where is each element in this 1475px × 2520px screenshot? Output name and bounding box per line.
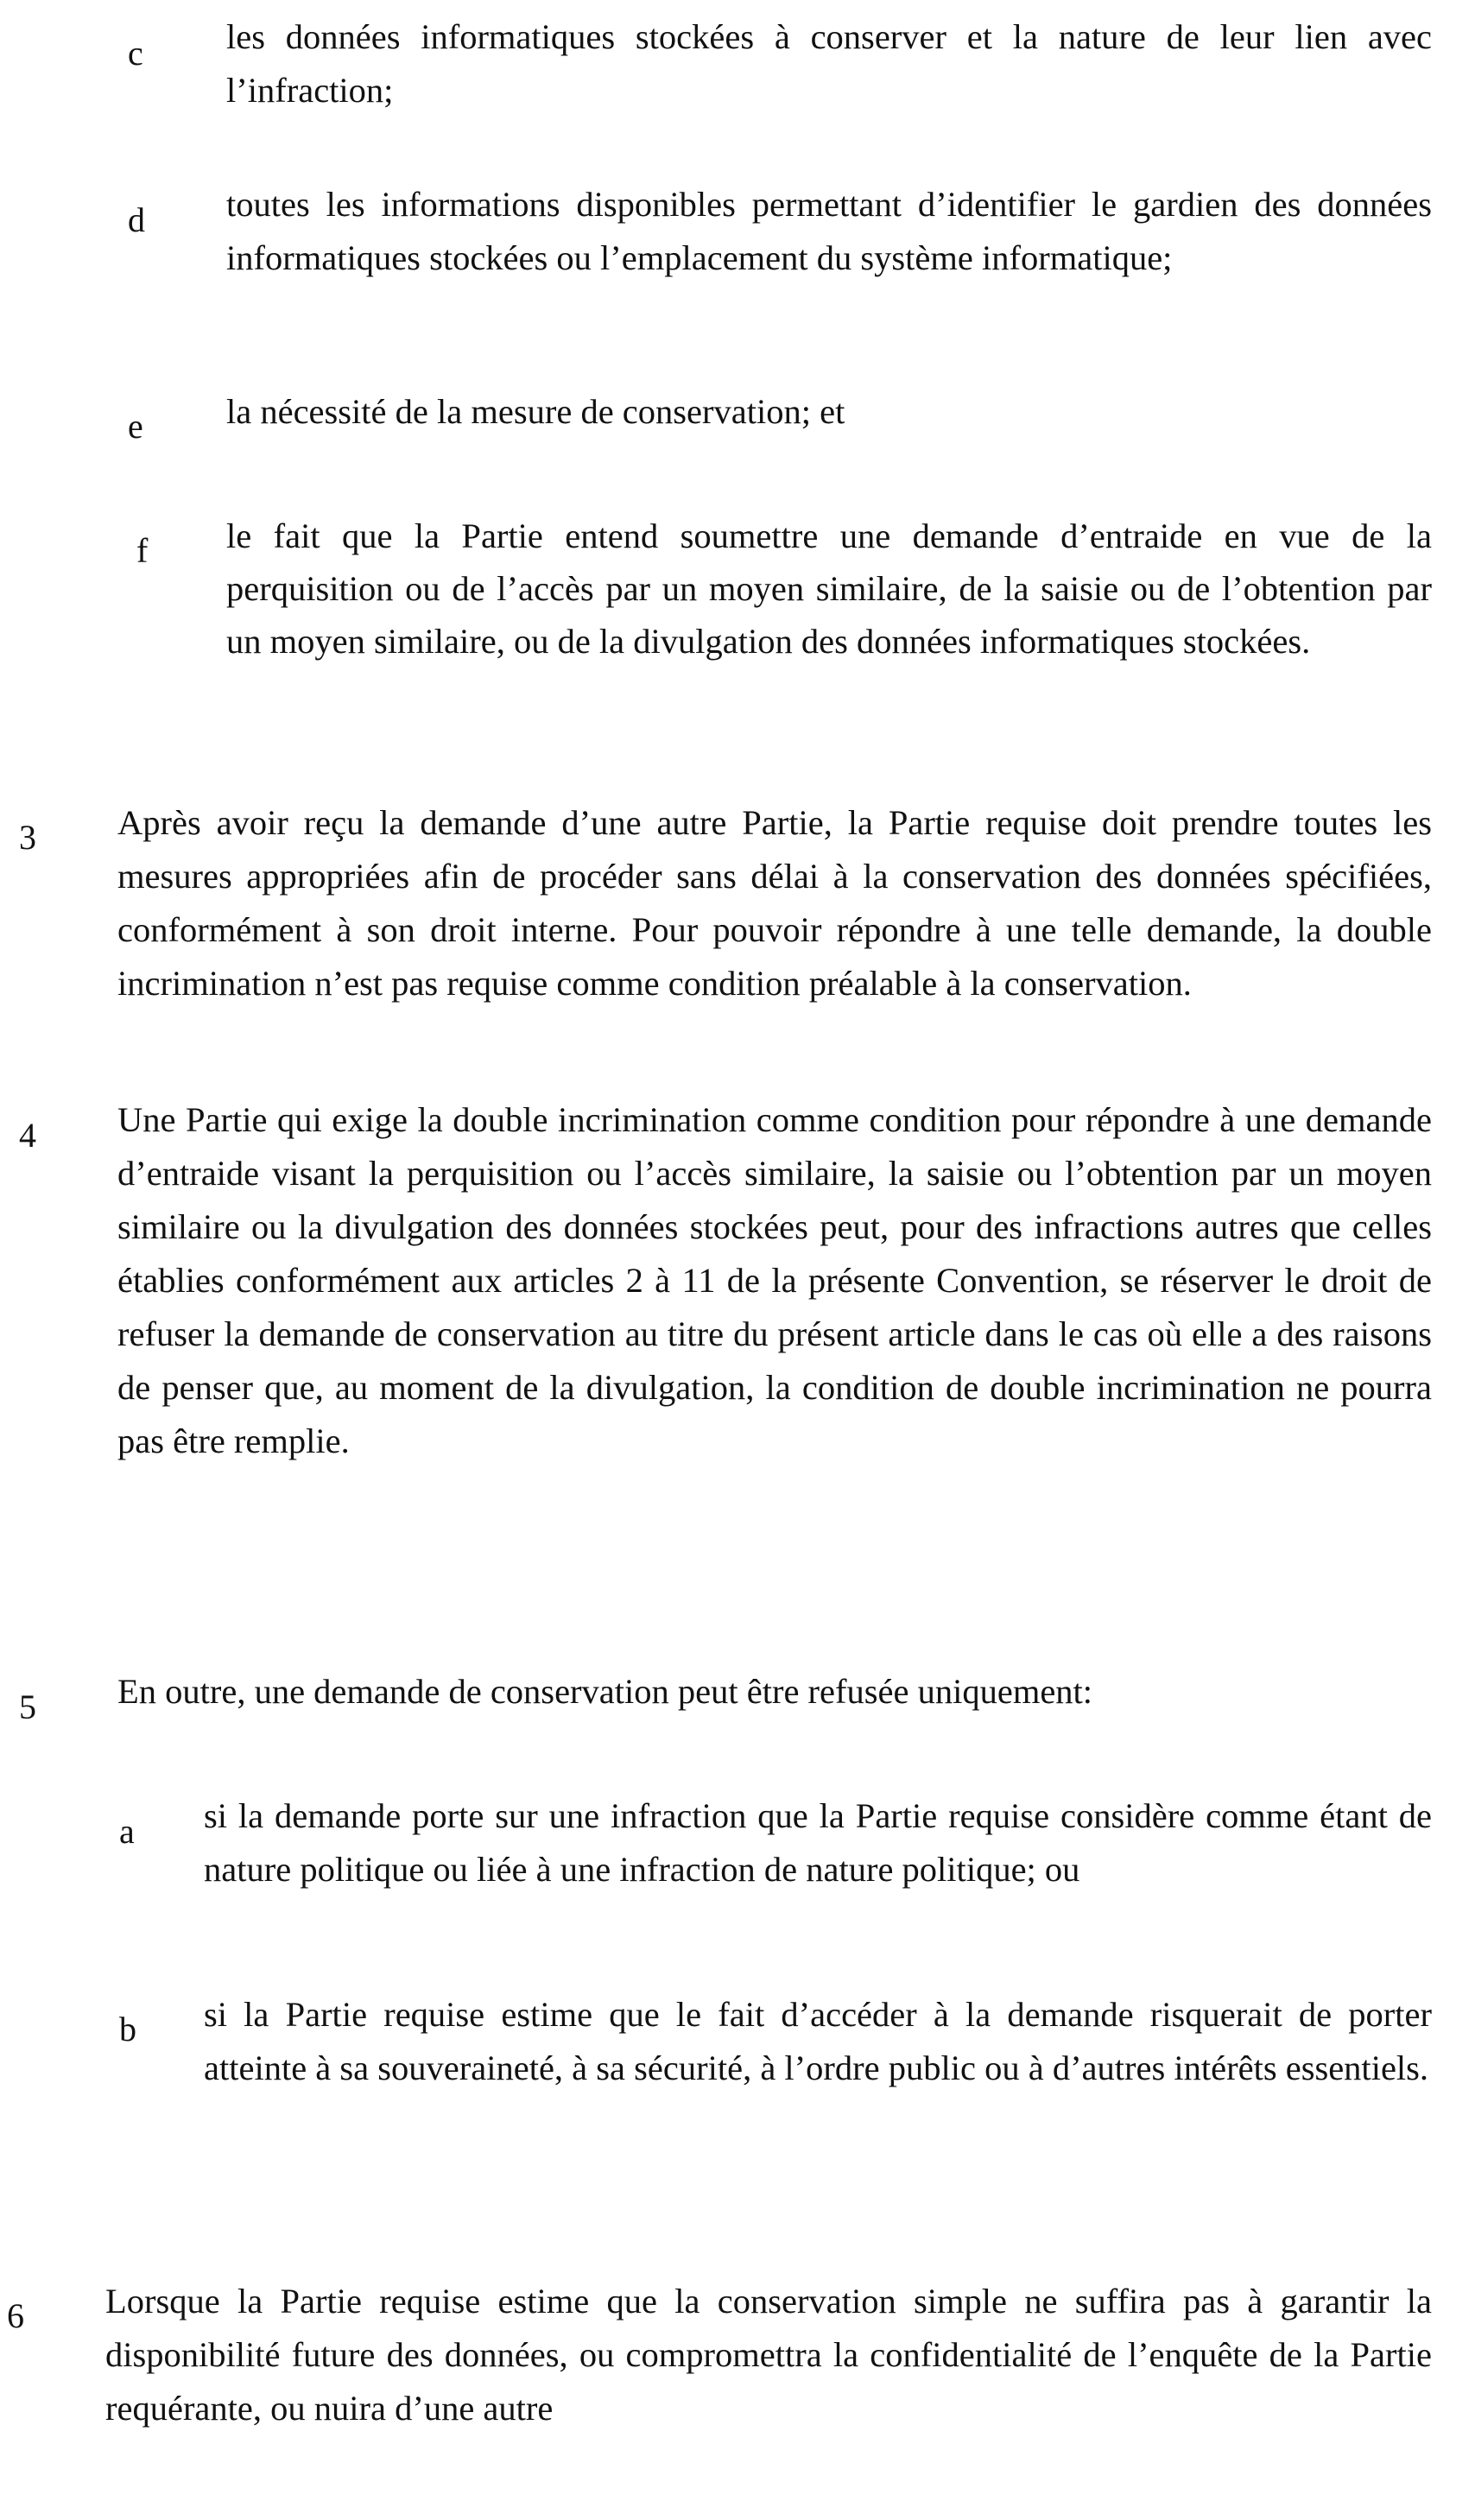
- item-marker-f: f: [136, 531, 149, 570]
- paragraph-number-3: 3: [19, 818, 36, 857]
- item-marker-d: d: [128, 200, 145, 239]
- paragraph-number-6: 6: [7, 2296, 24, 2335]
- paragraph-text-3: Après avoir reçu la demande d’une autre Partie, la Partie requise doit prendre toutes les mesures appropriées afin de procéder sans délai à la conservation des données spécifiées, conformément à son droit interne. Pour pouvoir répondre à une telle demande, la double incrimination n’est pas requise comme condition préalable à la conservation.: [117, 803, 1432, 1003]
- paragraph-text-6: Lorsque la Partie requise estime que la conservation simple ne suffira pas à garantir la disponibilité future des données, ou compromettra la confidentialité de l’enquête de la Partie requérante, ou nuira d’une autre: [105, 2282, 1432, 2428]
- item-marker-b: b: [119, 2010, 136, 2048]
- item-marker-c: c: [128, 34, 143, 73]
- paragraph-text-4: Une Partie qui exige la double incrimination comme condition pour répondre à une demande d’entraide visant la perquisition ou l’accès similaire, la saisie ou l’obtention par un moyen similaire ou la divulgation des données stockées peut, pour des infractions autres que celles établies conformément aux articles 2 à 11 de la présente Convention, se réserver le droit de refuser la demande de conservation au titre du présent article dans le cas où elle a des raisons de penser que, au moment de la divulgation, la condition de double incrimination ne pourra pas être remplie.: [117, 1100, 1432, 1460]
- item-text-c: les données informatiques stockées à conserver et la nature de leur lien avec l’infraction;: [226, 17, 1432, 110]
- item-text-e: la nécessité de la mesure de conservation; et: [226, 392, 845, 431]
- paragraph-number-5: 5: [19, 1687, 36, 1726]
- item-text-d: toutes les informations disponibles permettant d’identifier le gardien des données informatiques stockées ou l’emplacement du système informatique;: [226, 185, 1432, 277]
- item-text-b: si la Partie requise estime que le fait d’accéder à la demande risquerait de porter atteinte à sa souveraineté, à sa sécurité, à l’ordre public ou à d’autres intérêts essentiels.: [204, 1995, 1432, 2087]
- item-marker-a: a: [119, 1812, 135, 1851]
- paragraph-text-5: En outre, une demande de conservation peut être refusée uniquement:: [117, 1672, 1093, 1711]
- item-text-a: si la demande porte sur une infraction que la Partie requise considère comme étant de nature politique ou liée à une infraction de nature politique; ou: [204, 1796, 1432, 1889]
- paragraph-number-4: 4: [19, 1116, 36, 1155]
- item-text-f: le fait que la Partie entend soumettre une demande d’entraide en vue de la perquisition ou de l’accès par un moyen similaire, de la saisie ou de l’obtention par un moyen similaire, ou de la divulgation des données informatiques stockées.: [226, 516, 1432, 661]
- item-marker-e: e: [128, 407, 143, 446]
